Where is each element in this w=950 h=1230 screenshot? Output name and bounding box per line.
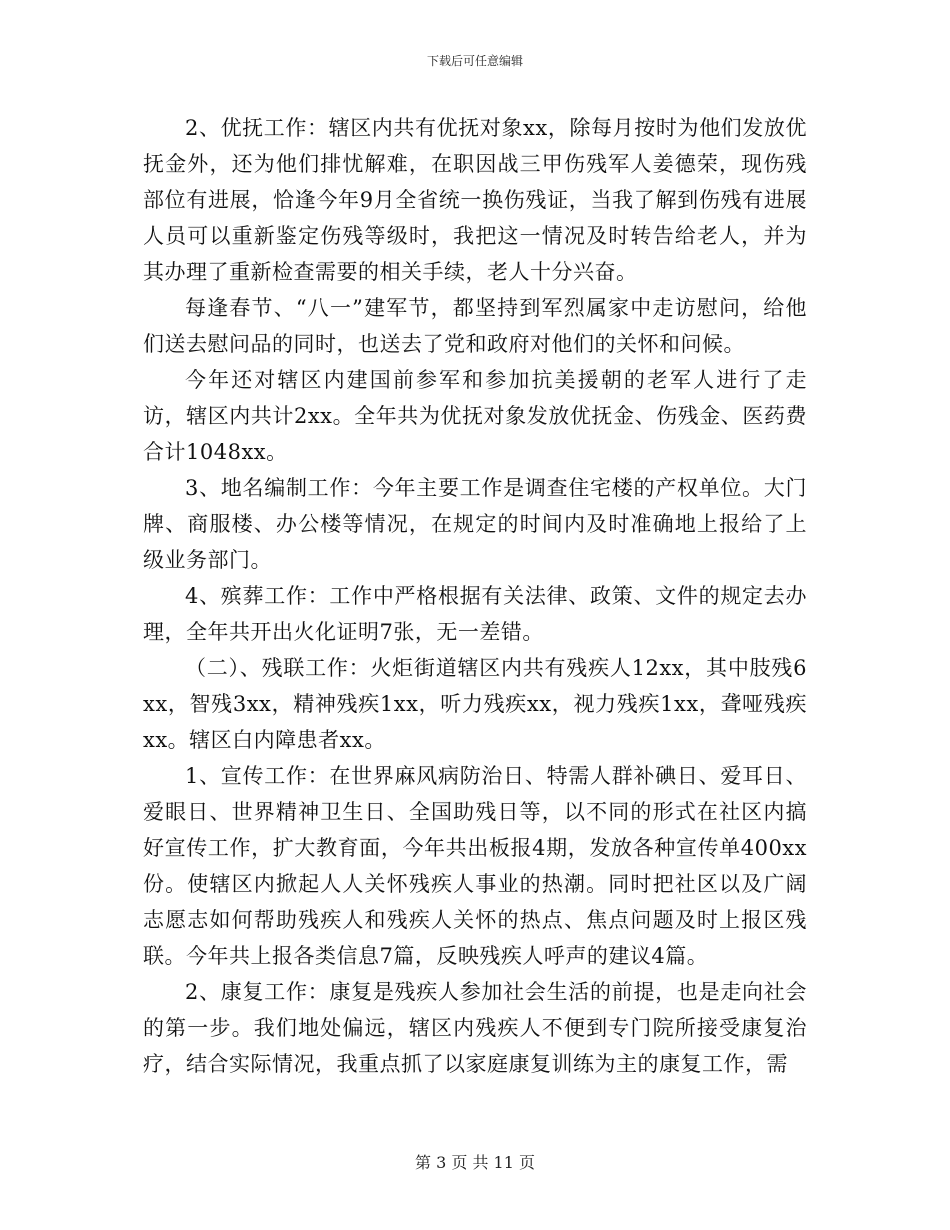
- document-body: [143, 110, 807, 1082]
- page-number-footer: 第 3 页 共 11 页: [415, 1153, 535, 1172]
- paragraph-rehabilitation-work: 2、康复工作：康复是残疾人参加社会生活的前提，也是走向社会的第一步。我们地处偏远，辖区内残疾人不便到专门院所接受康复治疗，结合实际情况，我重点抓了以家庭康复训练为主的康复工作，需: [143, 980, 807, 1076]
- paragraph-veteran-visits: 今年还对辖区内建国前参军和参加抗美援朝的老军人进行了走访，辖区内共计2xx。全年共为优抚对象发放优抚金、伤残金、医药费合计1048xx。: [143, 368, 807, 464]
- paragraph-place-names: 3、地名编制工作：今年主要工作是调查住宅楼的产权单位。大门牌、商服楼、办公楼等情况，在规定的时间内及时准确地上报给了上级业务部门。: [143, 476, 807, 572]
- paragraph-disability-federation: （二）、残联工作：火炬街道辖区内共有残疾人12xx，其中肢残6xx，智残3xx，精神残疾1xx，听力残疾xx，视力残疾1xx，聋哑残疾xx。辖区白内障患者xx。: [143, 656, 807, 752]
- paragraph-funeral-work: 4、殡葬工作：工作中严格根据有关法律、政策、文件的规定去办理，全年共开出火化证明7张，无一差错。: [143, 584, 807, 644]
- paragraph-preferential-care: 2、优抚工作：辖区内共有优抚对象xx，除每月按时为他们发放优抚金外，还为他们排忧解难，在职因战三甲伤残军人姜德荣，现伤残部位有进展，恰逢今年9月全省统一换伤残证，当我了解到伤残有进展人员可以重新鉴定伤残等级时，我把这一情况及时转告给老人，并为其办理了重新检查需要的相关手续，老人十分兴奋。: [143, 116, 807, 284]
- paragraph-publicity-work: 1、宣传工作：在世界麻风病防治日、特需人群补碘日、爱耳日、爱眼日、世界精神卫生日、全国助残日等，以不同的形式在社区内搞好宣传工作，扩大教育面，今年共出板报4期，发放各种宣传单400xx份。使辖区内掀起人人关怀残疾人事业的热潮。同时把社区以及广阔志愿志如何帮助残疾人和残疾人关怀的热点、焦点问题及时上报区残联。今年共上报各类信息7篇，反映残疾人呼声的建议4篇。: [143, 764, 807, 968]
- page-header-note: 下载后可任意编辑: [426, 54, 523, 68]
- paragraph-holiday-visits: 每逢春节、“八一”建军节，都坚持到军烈属家中走访慰问，给他们送去慰问品的同时，也送去了党和政府对他们的关怀和问候。: [143, 296, 807, 356]
